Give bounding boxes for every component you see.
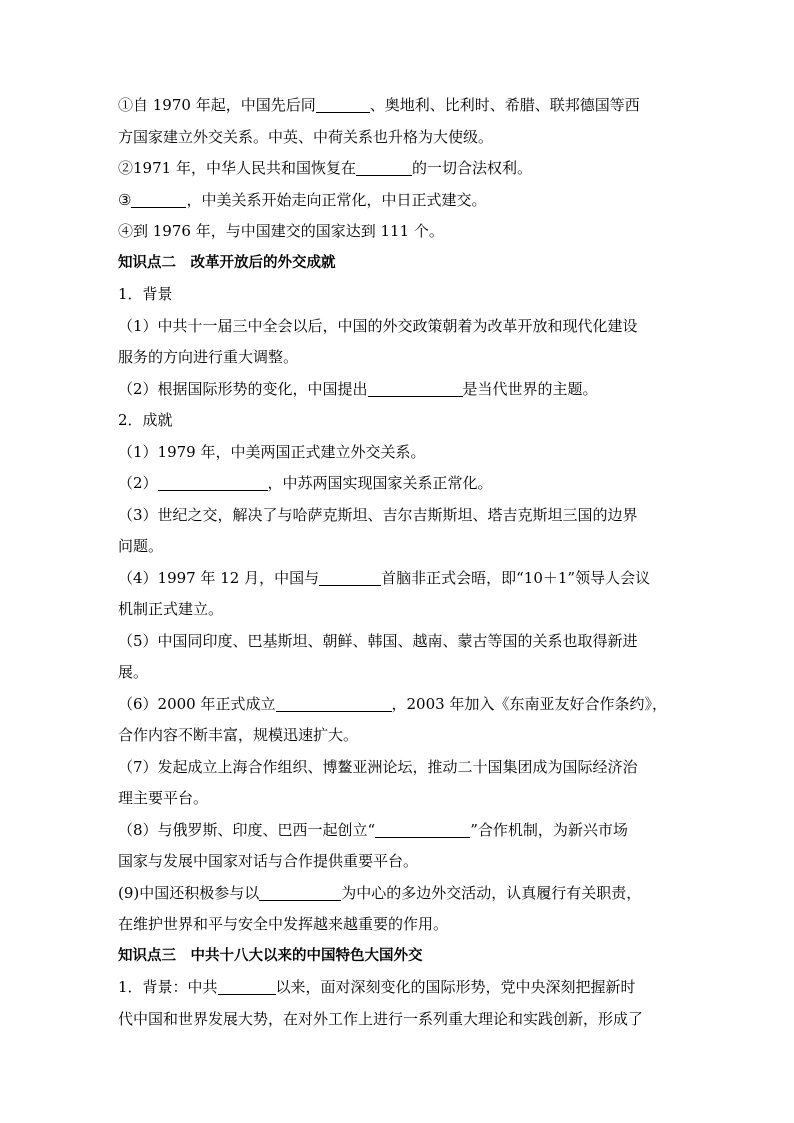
paragraph	[118, 563, 678, 595]
paragraph	[118, 972, 678, 1004]
fill-blank[interactable]	[218, 977, 276, 995]
text: 、奥地利、比利时、希腊、联邦德国等西	[369, 96, 640, 114]
paragraph	[118, 468, 678, 500]
fill-blank[interactable]	[131, 190, 186, 208]
subheading: 2．成就	[118, 411, 173, 429]
paragraph: 服务的方向进行重大调整。	[118, 348, 299, 366]
text: 为中心的多边外交活动，认真履行有关职责，	[341, 883, 642, 902]
text: 1．背景：中共	[118, 978, 218, 996]
section-heading: 知识点三 中共十八大以来的中国特色大国外交	[118, 947, 423, 964]
paragraph	[118, 815, 678, 847]
fill-blank[interactable]	[259, 883, 341, 901]
text: （8）与俄罗斯、印度、巴西一起创立“	[118, 820, 376, 839]
text: ，中苏两国实现国家关系正常化。	[267, 474, 493, 492]
paragraph	[118, 374, 678, 406]
paragraph: （7）发起成立上海合作组织、博鳌亚洲论坛，推动二十国集团成为国际经济治	[118, 757, 638, 776]
text: ③	[118, 190, 132, 209]
paragraph	[118, 689, 678, 721]
section-heading: 知识点二 改革开放后的外交成就	[118, 254, 336, 271]
fill-blank[interactable]	[158, 473, 268, 491]
paragraph: （1）1979 年，中美两国正式建立外交关系。	[118, 442, 426, 461]
text: ①自 1970 年起，中国先后同	[118, 96, 316, 114]
subheading: 1．背景	[118, 285, 173, 303]
text: （2）根据国际形势的变化，中国提出	[118, 379, 368, 398]
paragraph: 在维护世界和平与安全中发挥越来越重要的作用。	[118, 915, 449, 933]
text: ，中美关系开始走向正常化，中日正式建交。	[186, 190, 487, 209]
paragraph: （3）世纪之交，解决了与哈萨克斯坦、吉尔吉斯斯坦、塔吉克斯坦三国的边界	[118, 505, 638, 524]
text: ②1971 年，中华人民共和国恢复在	[118, 159, 356, 177]
fill-blank[interactable]	[356, 158, 412, 176]
paragraph: （1）中共十一届三中全会以后，中国的外交政策朝着为改革开放和现代化建设	[118, 316, 638, 335]
text: ，2003 年加入《东南亚友好合作条约》，	[391, 694, 667, 713]
document-page	[118, 90, 678, 1035]
paragraph: 机制正式建立。	[118, 600, 224, 618]
paragraph: 理主要平台。	[118, 789, 209, 807]
text: （4）1997 年 12 月，中国与	[118, 568, 320, 587]
text: 方国家建立外交关系。中英、中荷关系也升格为大使级。	[118, 127, 494, 146]
paragraph: 国家与发展中国家对话与合作提供重要平台。	[118, 852, 419, 870]
paragraph: 合作内容不断丰富，规模迅速扩大。	[118, 726, 359, 744]
paragraph: 问题。	[118, 537, 164, 555]
fill-blank[interactable]	[375, 820, 470, 838]
text: ”合作机制，为新兴市场	[470, 820, 628, 839]
fill-blank[interactable]	[316, 95, 370, 113]
fill-blank[interactable]	[368, 379, 463, 397]
text: (9)中国还积极参与以	[118, 883, 260, 902]
paragraph: 代中国和世界发展大势，在对外工作上进行一系列重大理论和实践创新，形成了	[118, 1009, 644, 1028]
paragraph: （5）中国同印度、巴基斯坦、朝鲜、韩国、越南、蒙古等国的关系也取得新进	[118, 631, 638, 650]
paragraph	[118, 185, 678, 217]
text: 以来，面对深刻变化的国际形势，党中央深刻把握新时	[275, 978, 636, 996]
paragraph	[118, 878, 678, 910]
paragraph	[118, 122, 678, 154]
text: 是当代世界的主题。	[462, 379, 598, 398]
fill-blank[interactable]	[319, 568, 381, 586]
text: ④到 1976 年，与中国建交的国家达到 111 个。	[118, 222, 444, 240]
text: 的一切合法权利。	[411, 159, 532, 177]
text: 首脑非正式会晤，即“10＋1”领导人会议	[381, 568, 651, 587]
paragraph	[118, 90, 678, 122]
text: （2）	[118, 474, 158, 492]
text: （6）2000 年正式成立	[118, 694, 276, 713]
paragraph: 展。	[118, 663, 149, 681]
paragraph	[118, 153, 678, 185]
fill-blank[interactable]	[276, 694, 392, 712]
paragraph	[118, 216, 678, 248]
